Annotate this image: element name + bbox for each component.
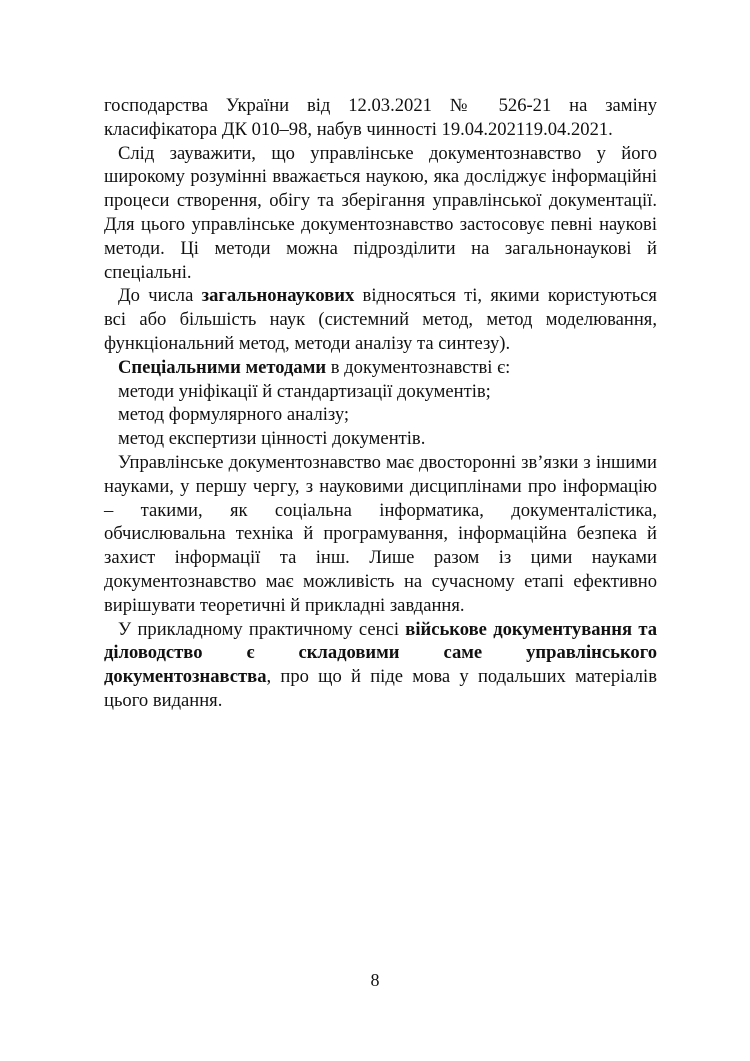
list-item: метод експертизи цінності документів. — [118, 428, 426, 450]
paragraph-special-methods — [104, 356, 657, 380]
paragraph-general-methods — [104, 284, 657, 355]
text-fragment: відносяться ті, якими користуються всі або більшість наук (системний метод, метод моделювання, функціональний метод, методи аналізу та синтезу). — [104, 285, 657, 354]
paragraph-relations: Управлінське документознавство має двосторонні зв’язки з іншими науками, у першу чергу, з науковими дисциплінами про інформацію – такими, як соціальна інформатика, документалістика, обчислювальна техніка й програмування, інформаційна безпека й захист інформації та інш. Лише разом із цими науками документознавство має можливість на сучасному етапі ефективно вирішувати теоретичні й прикладні завдання. — [104, 451, 657, 616]
bold-term: військове документування та діловодство є складовими саме управлінського документознавства — [104, 618, 657, 688]
body-text — [104, 94, 657, 713]
list-item: метод формулярного аналізу; — [118, 404, 350, 426]
text-fragment: У прикладному практичному сенсі — [118, 618, 406, 640]
page-number: 8 — [370, 970, 380, 990]
paragraph-continuation: господарства України від 12.03.2021 № 526-21 на заміну класифікатора ДК 010–98, набув чинності 19.04.202119.04.2021. — [104, 95, 657, 140]
bold-term: Спеціальними методами — [118, 356, 327, 378]
text-fragment: До числа — [118, 285, 202, 307]
text-fragment: , про що й піде мова у подальших матеріалів цього видання. — [104, 666, 657, 711]
list-item: методи уніфікації й стандартизації документів; — [118, 380, 491, 402]
text-fragment: в документознавстві є: — [326, 356, 511, 378]
paragraph-military — [104, 618, 657, 713]
paragraph-definition: Слід зауважити, що управлінське документознавство у його широкому розумінні вважається наукою, яка досліджує інформаційні процеси створення, обігу та зберігання управлінської документації. Для цього управлінське документознавство застосовує певні наукові методи. Ці методи можна підрозділити на загальнонаукові й спеціальні. — [104, 142, 657, 283]
bold-term: загальнонаукових — [201, 285, 355, 307]
